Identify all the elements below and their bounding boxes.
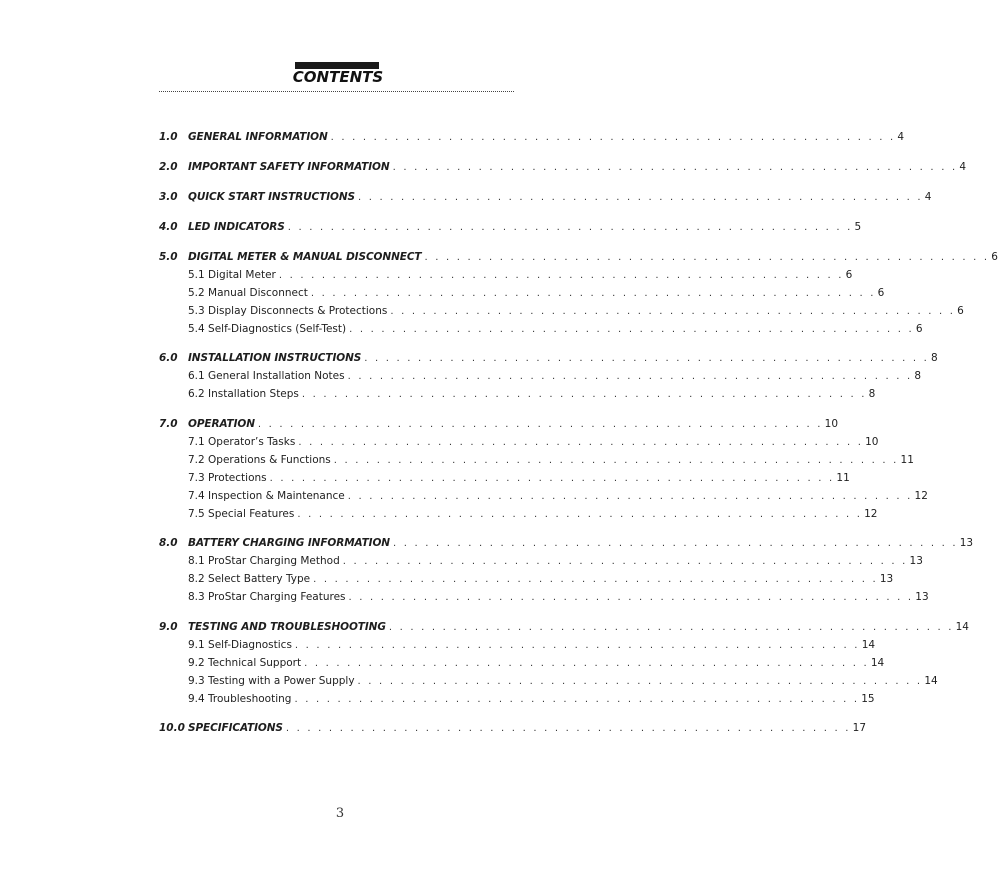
toc-entry-label[interactable]: 9.3 Testing with a Power Supply — [188, 675, 355, 687]
toc-section-entry[interactable] — [159, 619, 969, 635]
toc-subsection-entry[interactable] — [159, 303, 964, 319]
dot-leader: . . . . . . . . . . . . . . . . . . . . . . . . . . . . . . . . . . . . . . . . . . . . . . . . . . . . . — [269, 473, 835, 484]
toc-subsection-entry[interactable] — [159, 386, 876, 402]
dot-leader: . . . . . . . . . . . . . . . . . . . . . . . . . . . . . . . . . . . . . . . . . . . . . . . . . . . . . — [349, 324, 914, 335]
toc-page-number: 15 — [861, 693, 875, 705]
toc-entry-label[interactable]: 9.2 Technical Support — [188, 657, 302, 669]
toc-section-number: 8.0 — [159, 537, 178, 549]
toc-entry-label[interactable]: QUICK START INSTRUCTIONS — [188, 191, 356, 203]
dot-leader: . . . . . . . . . . . . . . . . . . . . . . . . . . . . . . . . . . . . . . . . . . . . . . . . . . . . . — [287, 222, 853, 233]
dot-leader: . . . . . . . . . . . . . . . . . . . . . . . . . . . . . . . . . . . . . . . . . . . . . . . . . . . . . — [424, 252, 990, 263]
toc-entry-label[interactable]: 5.2 Manual Disconnect — [188, 287, 308, 299]
toc-page-number: 8 — [914, 370, 922, 382]
toc-page-number: 14 — [924, 675, 938, 687]
toc-subsection-entry[interactable] — [159, 691, 875, 707]
toc-subsection-entry[interactable] — [159, 673, 938, 689]
toc-subsection-entry[interactable] — [159, 267, 853, 283]
toc-entry-label[interactable]: SPECIFICATIONS — [188, 722, 283, 734]
toc-entry-label[interactable]: 7.4 Inspection & Maintenance — [188, 490, 345, 502]
toc-page-number: 4 — [897, 131, 905, 143]
toc-subsection-entry[interactable] — [159, 368, 922, 384]
toc-subsection-entry[interactable] — [159, 285, 885, 301]
toc-section-number: 6.0 — [159, 352, 178, 364]
toc-page-number: 13 — [879, 573, 894, 585]
toc-page-number: 13 — [909, 555, 923, 567]
toc-page-number: 4 — [959, 161, 967, 173]
dot-leader: . . . . . . . . . . . . . . . . . . . . . . . . . . . . . . . . . . . . . . . . . . . . . . . . . . . . . — [347, 371, 913, 382]
toc-page-number: 6 — [845, 269, 853, 281]
dot-leader: . . . . . . . . . . . . . . . . . . . . . . . . . . . . . . . . . . . . . . . . . . . . . . . . . . . . . — [392, 162, 958, 173]
page-title: CONTENTS — [292, 68, 384, 86]
toc-subsection-entry[interactable] — [159, 637, 876, 653]
toc-subsection-entry[interactable] — [159, 434, 879, 450]
toc-section-entry[interactable] — [159, 129, 905, 145]
toc-entry-label[interactable]: OPERATION — [188, 418, 255, 430]
toc-entry-label[interactable]: 8.2 Select Battery Type — [188, 573, 311, 585]
toc-subsection-entry[interactable] — [159, 506, 878, 522]
dot-leader: . . . . . . . . . . . . . . . . . . . . . . . . . . . . . . . . . . . . . . . . . . . . . . . . . . . . . — [294, 694, 860, 705]
dot-leader: . . . . . . . . . . . . . . . . . . . . . . . . . . . . . . . . . . . . . . . . . . . . . . . . . . . . . — [347, 491, 913, 502]
toc-section-number: 2.0 — [159, 161, 178, 173]
toc-page-number: 10 — [865, 436, 879, 448]
toc-entry-label[interactable]: INSTALLATION INSTRUCTIONS — [188, 352, 362, 364]
toc-section-number: 3.0 — [159, 191, 178, 203]
toc-page-number: 11 — [836, 472, 850, 484]
dot-leader: . . . . . . . . . . . . . . . . . . . . . . . . . . . . . . . . . . . . . . . . . . . . . . . . . . . . . — [301, 389, 867, 400]
toc-entry-label[interactable]: 7.1 Operator’s Tasks — [188, 436, 296, 448]
dot-leader: . . . . . . . . . . . . . . . . . . . . . . . . . . . . . . . . . . . . . . . . . . . . . . . . . . . . . — [310, 288, 876, 299]
title-dotted-rule — [159, 91, 514, 92]
toc-entry-label[interactable]: TESTING AND TROUBLESHOOTING — [188, 621, 386, 633]
toc-subsection-entry[interactable] — [159, 571, 894, 587]
toc-section-number: 1.0 — [159, 131, 178, 143]
toc-section-entry[interactable] — [159, 219, 862, 235]
dot-leader: . . . . . . . . . . . . . . . . . . . . . . . . . . . . . . . . . . . . . . . . . . . . . . . . . . . . . — [348, 592, 914, 603]
toc-page-number: 5 — [854, 221, 862, 233]
toc-page-number: 6 — [915, 323, 923, 335]
toc-entry-label[interactable]: LED INDICATORS — [188, 221, 285, 233]
toc-page-number: 17 — [852, 722, 867, 734]
dot-leader: . . . . . . . . . . . . . . . . . . . . . . . . . . . . . . . . . . . . . . . . . . . . . . . . . . . . . — [358, 192, 923, 203]
toc-subsection-entry[interactable] — [159, 655, 885, 671]
toc-section-number: 5.0 — [159, 251, 178, 263]
dot-leader: . . . . . . . . . . . . . . . . . . . . . . . . . . . . . . . . . . . . . . . . . . . . . . . . . . . . . — [342, 556, 908, 567]
toc-entry-label[interactable]: 9.4 Troubleshooting — [188, 693, 292, 705]
toc-page-number: 14 — [870, 657, 885, 669]
dot-leader: . . . . . . . . . . . . . . . . . . . . . . . . . . . . . . . . . . . . . . . . . . . . . . . . . . . . . — [364, 353, 930, 364]
toc-page-number: 11 — [900, 454, 914, 466]
toc-section-number: 10.0 — [159, 722, 185, 734]
dot-leader: . . . . . . . . . . . . . . . . . . . . . . . . . . . . . . . . . . . . . . . . . . . . . . . . . . . . . — [304, 658, 869, 669]
toc-page-number: 10 — [824, 418, 839, 430]
toc-page-number: 4 — [924, 191, 932, 203]
toc-entry-label[interactable]: 6.2 Installation Steps — [188, 388, 299, 400]
page-number: 3 — [335, 806, 345, 821]
toc-page-number: 6 — [991, 251, 998, 263]
toc-entry-label[interactable]: 7.2 Operations & Functions — [188, 454, 331, 466]
toc-page-number: 8 — [868, 388, 876, 400]
toc-entry-label[interactable]: 9.1 Self-Diagnostics — [188, 639, 292, 651]
dot-leader: . . . . . . . . . . . . . . . . . . . . . . . . . . . . . . . . . . . . . . . . . . . . . . . . . . . . . — [390, 306, 956, 317]
toc-entry-label[interactable]: DIGITAL METER & MANUAL DISCONNECT — [188, 251, 422, 263]
dot-leader: . . . . . . . . . . . . . . . . . . . . . . . . . . . . . . . . . . . . . . . . . . . . . . . . . . . . . — [297, 509, 863, 520]
toc-section-entry[interactable] — [159, 249, 998, 265]
toc-section-entry[interactable] — [159, 535, 974, 551]
toc-entry-label[interactable]: IMPORTANT SAFETY INFORMATION — [188, 161, 390, 173]
toc-section-entry[interactable] — [159, 416, 839, 432]
toc-entry-label[interactable]: GENERAL INFORMATION — [188, 131, 328, 143]
toc-section-number: 7.0 — [159, 418, 178, 430]
dot-leader: . . . . . . . . . . . . . . . . . . . . . . . . . . . . . . . . . . . . . . . . . . . . . . . . . . . . . — [392, 538, 958, 549]
toc-subsection-entry[interactable] — [159, 589, 929, 605]
toc-subsection-entry[interactable] — [159, 452, 914, 468]
dot-leader: . . . . . . . . . . . . . . . . . . . . . . . . . . . . . . . . . . . . . . . . . . . . . . . . . . . . . — [257, 419, 823, 430]
toc-section-entry[interactable] — [159, 720, 867, 736]
toc-page-number: 14 — [861, 639, 876, 651]
dot-leader: . . . . . . . . . . . . . . . . . . . . . . . . . . . . . . . . . . . . . . . . . . . . . . . . . . . . . — [285, 723, 851, 734]
dot-leader: . . . . . . . . . . . . . . . . . . . . . . . . . . . . . . . . . . . . . . . . . . . . . . . . . . . . . — [388, 622, 954, 633]
toc-entry-label[interactable]: 7.5 Special Features — [188, 508, 295, 520]
toc-entry-label[interactable]: 8.3 ProStar Charging Features — [188, 591, 346, 603]
dot-leader: . . . . . . . . . . . . . . . . . . . . . . . . . . . . . . . . . . . . . . . . . . . . . . . . . . . . . — [357, 676, 923, 687]
toc-page-number: 13 — [959, 537, 974, 549]
toc-page-number: 14 — [955, 621, 969, 633]
dot-leader: . . . . . . . . . . . . . . . . . . . . . . . . . . . . . . . . . . . . . . . . . . . . . . . . . . . . . — [333, 455, 899, 466]
toc-subsection-entry[interactable] — [159, 553, 923, 569]
toc-entry-label[interactable]: 5.1 Digital Meter — [188, 269, 276, 281]
toc-entry-label[interactable]: 6.1 General Installation Notes — [188, 370, 345, 382]
dot-leader: . . . . . . . . . . . . . . . . . . . . . . . . . . . . . . . . . . . . . . . . . . . . . . . . . . . . . — [313, 574, 878, 585]
toc-section-entry[interactable] — [159, 159, 967, 175]
toc-page-number: 13 — [915, 591, 929, 603]
toc-page-number: 6 — [877, 287, 885, 299]
toc-entry-label[interactable]: BATTERY CHARGING INFORMATION — [188, 537, 390, 549]
toc-section-number: 4.0 — [159, 221, 178, 233]
toc-section-number: 9.0 — [159, 621, 178, 633]
toc-subsection-entry[interactable] — [159, 321, 923, 337]
toc-page-number: 8 — [931, 352, 938, 364]
toc-page-number: 6 — [957, 305, 964, 317]
dot-leader: . . . . . . . . . . . . . . . . . . . . . . . . . . . . . . . . . . . . . . . . . . . . . . . . . . . . . — [330, 132, 896, 143]
toc-entry-label[interactable]: 5.3 Display Disconnects & Protections — [188, 305, 388, 317]
toc-section-entry[interactable] — [159, 189, 932, 205]
dot-leader: . . . . . . . . . . . . . . . . . . . . . . . . . . . . . . . . . . . . . . . . . . . . . . . . . . . . . — [298, 437, 864, 448]
toc-page-number: 12 — [864, 508, 878, 520]
toc-section-entry[interactable] — [159, 350, 938, 366]
toc-subsection-entry[interactable] — [159, 470, 850, 486]
toc-entry-label[interactable]: 5.4 Self-Diagnostics (Self-Test) — [188, 323, 347, 335]
toc-entry-label[interactable]: 7.3 Protections — [188, 472, 267, 484]
dot-leader: . . . . . . . . . . . . . . . . . . . . . . . . . . . . . . . . . . . . . . . . . . . . . . . . . . . . . — [294, 640, 860, 651]
toc-subsection-entry[interactable] — [159, 488, 928, 504]
dot-leader: . . . . . . . . . . . . . . . . . . . . . . . . . . . . . . . . . . . . . . . . . . . . . . . . . . . . . — [278, 270, 844, 281]
toc-entry-label[interactable]: 8.1 ProStar Charging Method — [188, 555, 340, 567]
toc-page-number: 12 — [914, 490, 928, 502]
